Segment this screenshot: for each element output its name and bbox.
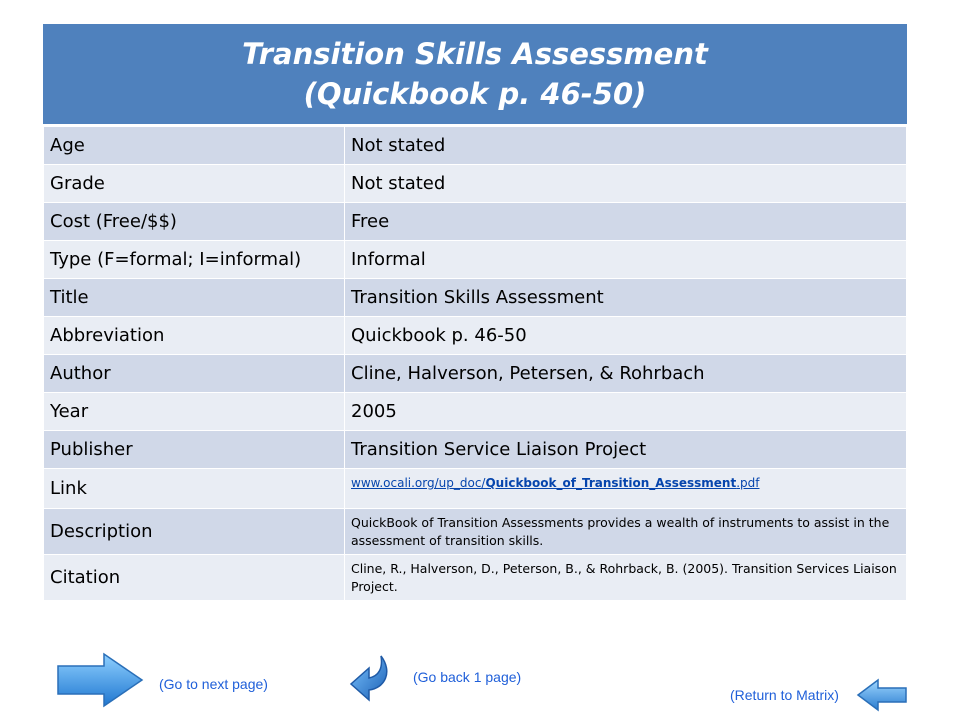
row-label: Age <box>44 127 345 165</box>
card-header <box>43 24 907 126</box>
table-row <box>44 431 907 469</box>
row-label: Type (F=formal; I=informal) <box>44 241 345 279</box>
row-label: Grade <box>44 165 345 203</box>
table-row <box>44 355 907 393</box>
back-page-link[interactable]: (Go back 1 page) <box>413 669 522 685</box>
resource-link[interactable] <box>351 476 759 490</box>
row-label: Cost (Free/$$) <box>44 203 345 241</box>
row-value: Quickbook p. 46-50 <box>345 317 907 355</box>
row-value: Cline, R., Halverson, D., Peterson, B., & Rohrback, B. (2005). Transition Services Liaison Project. <box>345 555 907 601</box>
row-label: Year <box>44 393 345 431</box>
table-row <box>44 165 907 203</box>
row-value: Not stated <box>345 127 907 165</box>
curved-back-arrow-icon[interactable] <box>349 654 393 704</box>
header-subtitle: (Quickbook p. 46-50) <box>303 77 647 111</box>
table-row <box>44 317 907 355</box>
assessment-table <box>43 126 907 601</box>
row-value: QuickBook of Transition Assessments provides a wealth of instruments to assist in the assessment of transition skills. <box>345 509 907 555</box>
table-row <box>44 279 907 317</box>
link-filename: Quickbook_of_Transition_Assessment <box>485 476 737 490</box>
row-value <box>345 469 907 509</box>
table-row <box>44 241 907 279</box>
row-label: Publisher <box>44 431 345 469</box>
arrow-right-icon[interactable] <box>56 652 144 708</box>
link-prefix: www.ocali.org/up_doc/ <box>351 476 486 490</box>
header-title: Transition Skills Assessment <box>242 37 708 71</box>
row-label: Description <box>44 509 345 555</box>
arrow-left-icon[interactable] <box>856 678 908 712</box>
row-label: Title <box>44 279 345 317</box>
table-row <box>44 393 907 431</box>
row-value: Free <box>345 203 907 241</box>
table-row <box>44 555 907 601</box>
row-label: Link <box>44 469 345 509</box>
table-row <box>44 469 907 509</box>
row-label: Abbreviation <box>44 317 345 355</box>
row-value: 2005 <box>345 393 907 431</box>
table-row <box>44 203 907 241</box>
row-value: Informal <box>345 241 907 279</box>
next-page-link[interactable]: (Go to next page) <box>159 676 268 692</box>
return-matrix-link[interactable]: (Return to Matrix) <box>730 687 839 703</box>
row-label: Citation <box>44 555 345 601</box>
table-row <box>44 127 907 165</box>
table-row <box>44 509 907 555</box>
info-card <box>43 24 907 612</box>
row-value: Not stated <box>345 165 907 203</box>
row-value: Transition Skills Assessment <box>345 279 907 317</box>
row-value: Cline, Halverson, Petersen, & Rohrbach <box>345 355 907 393</box>
row-value: Transition Service Liaison Project <box>345 431 907 469</box>
row-label: Author <box>44 355 345 393</box>
link-suffix: .pdf <box>736 476 760 490</box>
